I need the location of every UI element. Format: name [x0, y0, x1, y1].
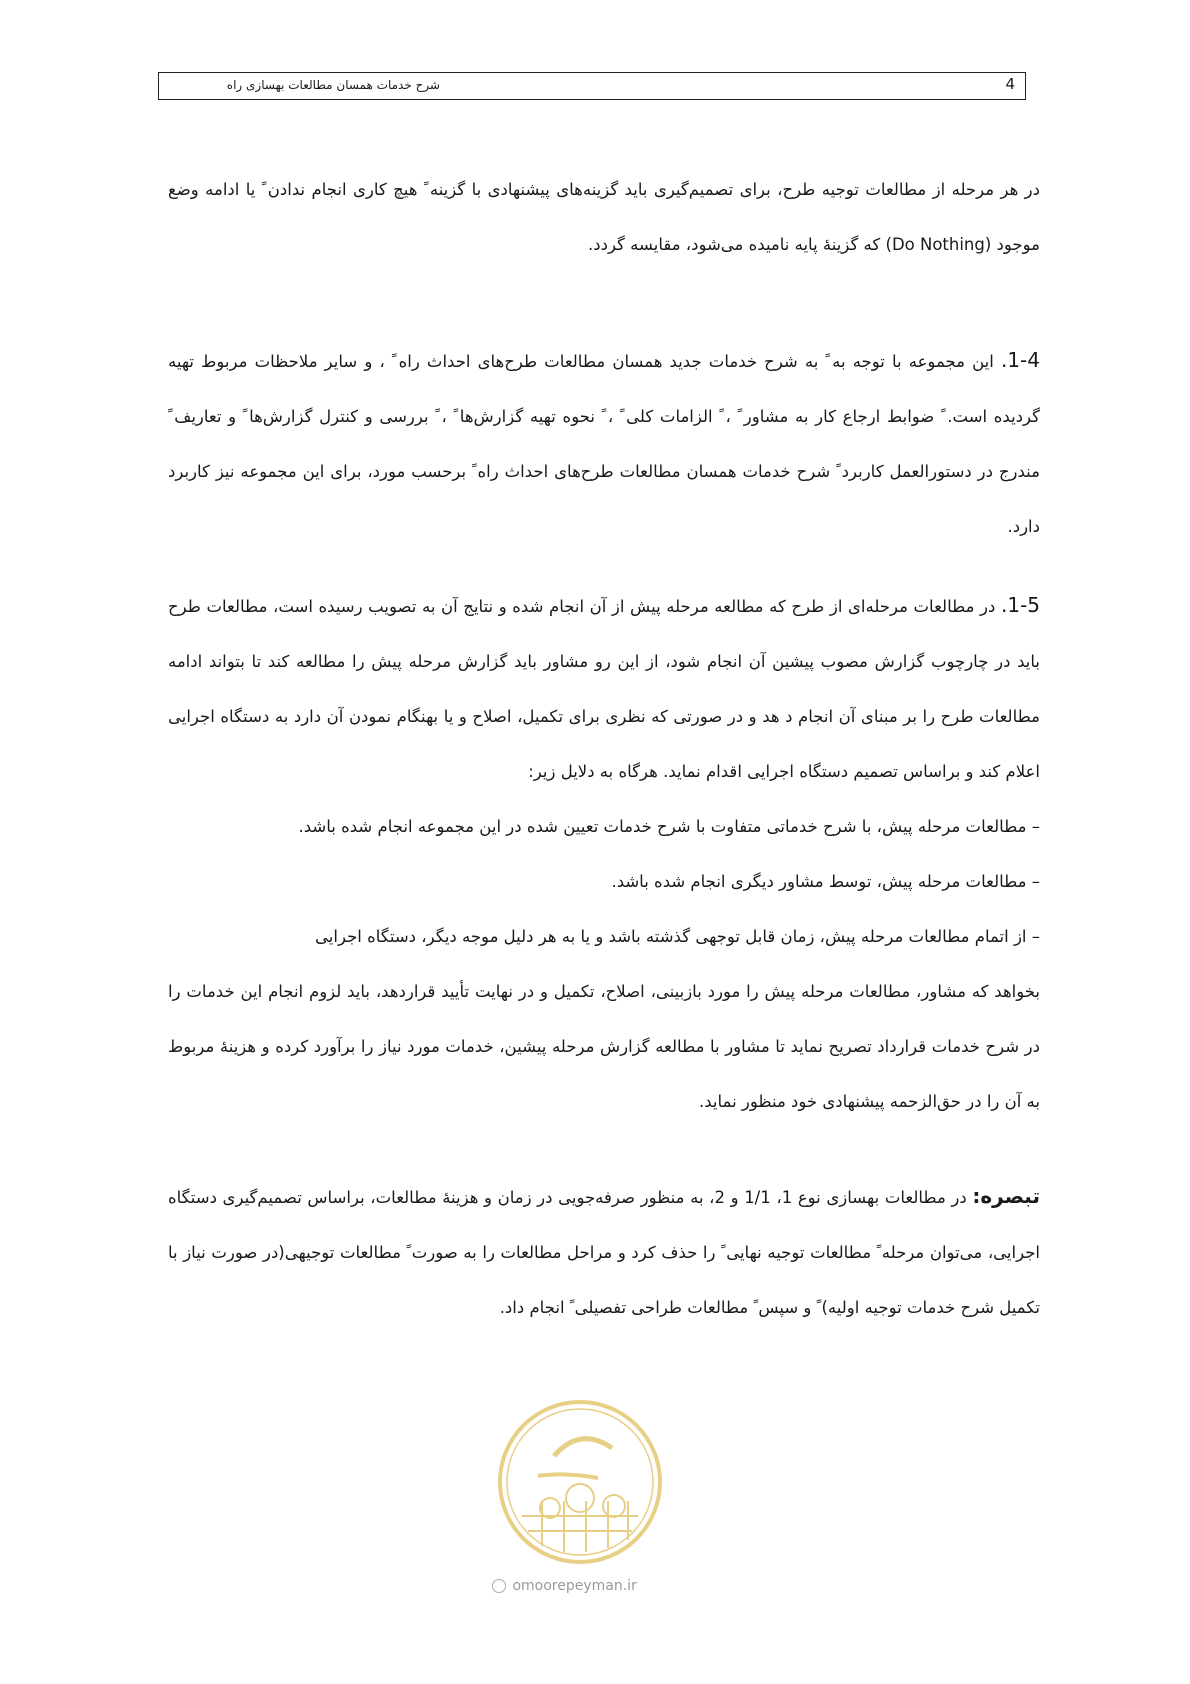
item-number: 1-5. — [1000, 593, 1041, 617]
item-text: این مجموعه با توجه به ً به شرح خدمات جدید همسان مطالعات طرح‌های احداث راه ً ، و سایر ملاحظات مربوط تهیه گردیده است. ً ضوابط ارجاع کار به مشاور ً ، ً الزامات کلی ً ، ً نحوه تهیه گزارش‌ها ً ، ً بررسی و کنترل گزارش‌ها ً و تعاریف ً مندرج در دستورالعمل کاربرد ً شرح خدمات همسان مطالعات طرح‌های احداث راه ً برحسب مورد، برای این مجموعه نیز کاربرد دارد. — [168, 352, 1040, 536]
at-icon — [492, 1579, 506, 1593]
document-title: شرح خدمات همسان مطالعات بهسازی راه — [226, 78, 440, 92]
item-number: 1-4. — [1000, 348, 1040, 372]
item-1-4 — [168, 333, 1040, 554]
intro-paragraph: در هر مرحله از مطالعات توجیه طرح، برای تصمیم‌گیری باید گزینه‌های پیشنهادی با گزینه ً هیچ کاری انجام ندادن ً یا ادامه وضع موجود (Do Nothing) که گزینهٔ پایه نامیده می‌شود، مقایسه گردد. — [168, 180, 1040, 254]
watermark-url: omoorepeyman.ir — [512, 1578, 637, 1594]
note-paragraph — [168, 1169, 1040, 1335]
watermark-caption — [492, 1578, 637, 1594]
note-text: در مطالعات بهسازی نوع 1، 1/1 و 2، به منظور صرفه‌جویی در زمان و هزینهٔ مطالعات، براساس تصمیم‌گیری دستگاه اجرایی، می‌توان مرحله ً مطالعات توجیه نهایی ً را حذف کرد و مراحل مطالعات را به صورت ً مطالعات توجیهی(در صورت نیاز با تکمیل شرح خدمات توجیه اولیه) ً و سپس ً مطالعات طراحی تفصیلی ً انجام داد. — [168, 1188, 1040, 1317]
page-header — [158, 72, 1026, 100]
item-1-5 — [168, 578, 1040, 1129]
watermark-logo — [494, 1396, 666, 1568]
item-text: در مطالعات مرحله‌ای از طرح که مطالعه مرحله پیش از آن انجام شده و نتایج آن به تصویب رسیده است، مطالعات طرح باید در چارچوب گزارش مصوب پیشین آن انجام شود، از این رو مشاور باید گزارش مرحله پیش را مطالعه کند تا بتواند ادامه مطالعات طرح را بر مبنای آن انجام د هد و در صورتی که نظری برای تکمیل، اصلاح و یا بهنگام نمودن آن دارد به دستگاه اجرایی اعلام کند و براساس تصمیم دستگاه اجرایی اقدام نماید. هرگاه به دلایل زیر: — [168, 597, 1040, 781]
note-label: تبصره: — [972, 1184, 1040, 1208]
bullet-item: – از اتمام مطالعات مرحله پیش، زمان قابل توجهی گذشته باشد و یا به هر دلیل موجه دیگر، دستگاه اجرایی — [315, 927, 1040, 946]
page-number: 4 — [1005, 75, 1015, 93]
bullet-item: – مطالعات مرحله پیش، توسط مشاور دیگری انجام شده باشد. — [611, 872, 1040, 891]
item-tail-text: بخواهد که مشاور، مطالعات مرحله پیش را مورد بازبینی، اصلاح، تکمیل و در نهایت تأیید قراردهد، باید لزوم انجام این خدمات را در شرح خدمات قرارداد تصریح نماید تا مشاور با مطالعه گزارش مرحله پیشین، خدمات مورد نیاز را برآورد کرده و هزینهٔ مربوط به آن را در حق‌الزحمه پیشنهادی خود منظور نماید. — [168, 982, 1040, 1111]
bullet-item: – مطالعات مرحله پیش، با شرح خدماتی متفاوت با شرح خدمات تعیین شده در این مجموعه انجام شده باشد. — [298, 817, 1040, 836]
